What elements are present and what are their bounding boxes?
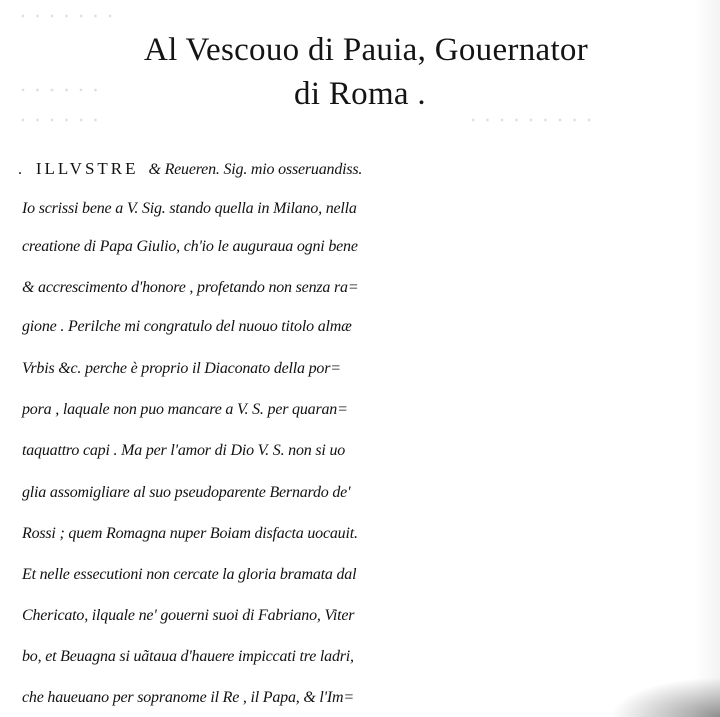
body-line-8: taquattro capi . Ma per l'amor di Dio V. S. non si uo <box>22 442 346 459</box>
body-line-14: che haueuano per sopranome il Re , il Papa, & l'Im= <box>22 689 354 706</box>
letter-heading-line-2: di Roma . <box>294 76 426 112</box>
bleed-through-text: · · · · · · · <box>20 6 115 26</box>
body-line-7: pora , laquale non puo mancare a V. S. per quaran= <box>22 401 348 418</box>
body-line-9: glia assomigliare al suo pseudoparente Bernardo de' <box>22 484 351 501</box>
body-line-5: gione . Perilche mi congratulo del nuouo titolo almæ <box>22 318 352 335</box>
body-line-4: & accrescimento d'honore , profetando non senza ra= <box>22 279 359 296</box>
body-line-13: bo, et Beuagna si uãtaua d'hauere impiccati tre ladri, <box>22 648 354 665</box>
body-line-6: Vrbis &c. perche è proprio il Diaconato della por= <box>22 360 341 377</box>
body-line-12: Chericato, ilquale ne' gouerni suoi di Fabriano, Viter <box>22 607 355 624</box>
body-line-2: Io scrissi bene a V. Sig. stando quella in Milano, nella <box>22 200 357 217</box>
opening-small-caps: ILLVSTRE <box>35 159 139 178</box>
body-line-text: & Reueren. Sig. mio osseruandiss. <box>148 161 363 178</box>
bleed-through-text: · · · · · · <box>20 80 101 100</box>
body-line-3: creatione di Papa Giulio, ch'io le auguraua ogni bene <box>22 238 358 255</box>
bleed-through-text: · · · · · · · · · <box>470 110 594 130</box>
body-line-10: Rossi ; quem Romagna nuper Boiam disfacta uocauit. <box>22 525 358 542</box>
page-edge-shade <box>694 0 720 717</box>
letter-heading-line-1: Al Vescouo di Pauia, Gouernator <box>143 32 589 68</box>
bleed-through-text: · · · · · · <box>20 110 101 130</box>
leading-dot: . <box>18 161 22 178</box>
body-line-1 <box>18 151 708 188</box>
body-line-11: Et nelle essecutioni non cercate la gloria bramata dal <box>22 566 357 583</box>
page-corner-shadow <box>610 677 720 717</box>
